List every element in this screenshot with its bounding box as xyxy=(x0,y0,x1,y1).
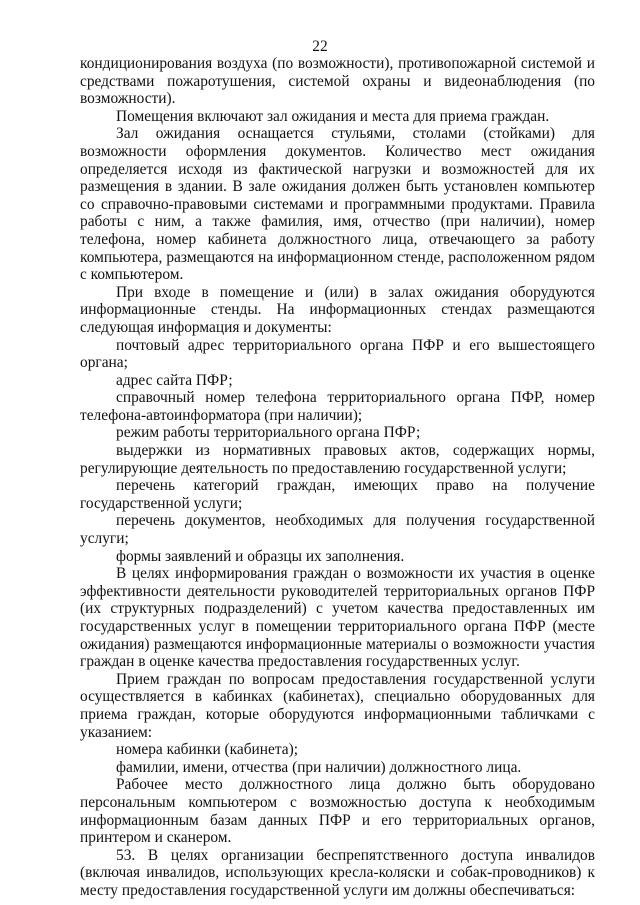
list-item: перечень категорий граждан, имеющих право на получение государственной услуги; xyxy=(80,477,595,512)
list-item: режим работы территориального органа ПФР; xyxy=(116,424,421,442)
list-item: почтовый адрес территориального органа ПФР и его вышестоящего органа; xyxy=(80,336,595,372)
paragraph: Зал ожидания оснащается стульями, столами (стойками) для возможности оформления документов. Количество мест ожидания определяется исходя из фактической нагрузки и возможностей для их размещения в здании. В зале ожидания должен быть установлен компьютер со справочно-правовыми системами и программными продуктами. Правила работы с ним, а также фамилия, имя, отчество (при наличии), номер телефона, номер кабинета должностного лица, отвечающего за работу компьютера, размещаются на информационном стенде, расположенном рядом с компьютером. xyxy=(80,125,595,284)
paragraph: В целях информирования граждан о возможности их участия в оценке эффективности деятельности руководителей территориальных органов ПФР (их структурных подразделений) с учетом качества предоставленных им государственных услуг в помещении территориального органа ПФР (месте ожидания) размещаются информационные материалы о возможности участия граждан в оценке качества предоставления государственных услуг. xyxy=(80,565,595,671)
paragraph: При входе в помещение и (или) в залах ожидания оборудуются информационные стенды. На информационных стендах размещаются следующая информация и документы: xyxy=(80,283,595,336)
list-item: выдержки из нормативных правовых актов, содержащих нормы, регулирующие деятельность по предоставлению государственной услуги; xyxy=(80,442,595,477)
list-item: номера кабинки (кабинета); xyxy=(116,741,299,759)
list-item: перечень документов, необходимых для получения государственной услуги; xyxy=(80,512,595,548)
document-body xyxy=(80,55,595,900)
paragraph: Рабочее место должностного лица должно быть оборудовано персональным компьютером с возможностью доступа к необходимым информационным базам данных ПФР и его территориальных органов, принтером и сканером. xyxy=(80,776,595,847)
list-item: формы заявлений и образцы их заполнения. xyxy=(116,547,405,565)
paragraph: кондиционирования воздуха (по возможности), противопожарной системой и средствами пожаротушения, системой охраны и видеонаблюдения (по возможности). xyxy=(80,55,595,108)
list-item: справочный номер телефона территориального органа ПФР, номер телефона-автоинформатора (при наличии); xyxy=(80,389,595,424)
paragraph: Прием граждан по вопросам предоставления государственной услуги осуществляется в кабинках (кабинетах), специально оборудованных для приема граждан, которые оборудуются информационными табличками с указанием: xyxy=(80,670,595,741)
paragraph: Помещения включают зал ожидания и места для приема граждан. xyxy=(116,107,550,125)
list-item: фамилии, имени, отчества (при наличии) должностного лица. xyxy=(116,758,522,776)
page-number: 22 xyxy=(312,38,328,55)
paragraph: 53. В целях организации беспрепятственного доступа инвалидов (включая инвалидов, использующих кресла-коляски и собак-проводников) к месту предоставления государственной услуги им должны обеспечиваться: xyxy=(80,846,595,899)
list-item: адрес сайта ПФР; xyxy=(116,371,233,389)
